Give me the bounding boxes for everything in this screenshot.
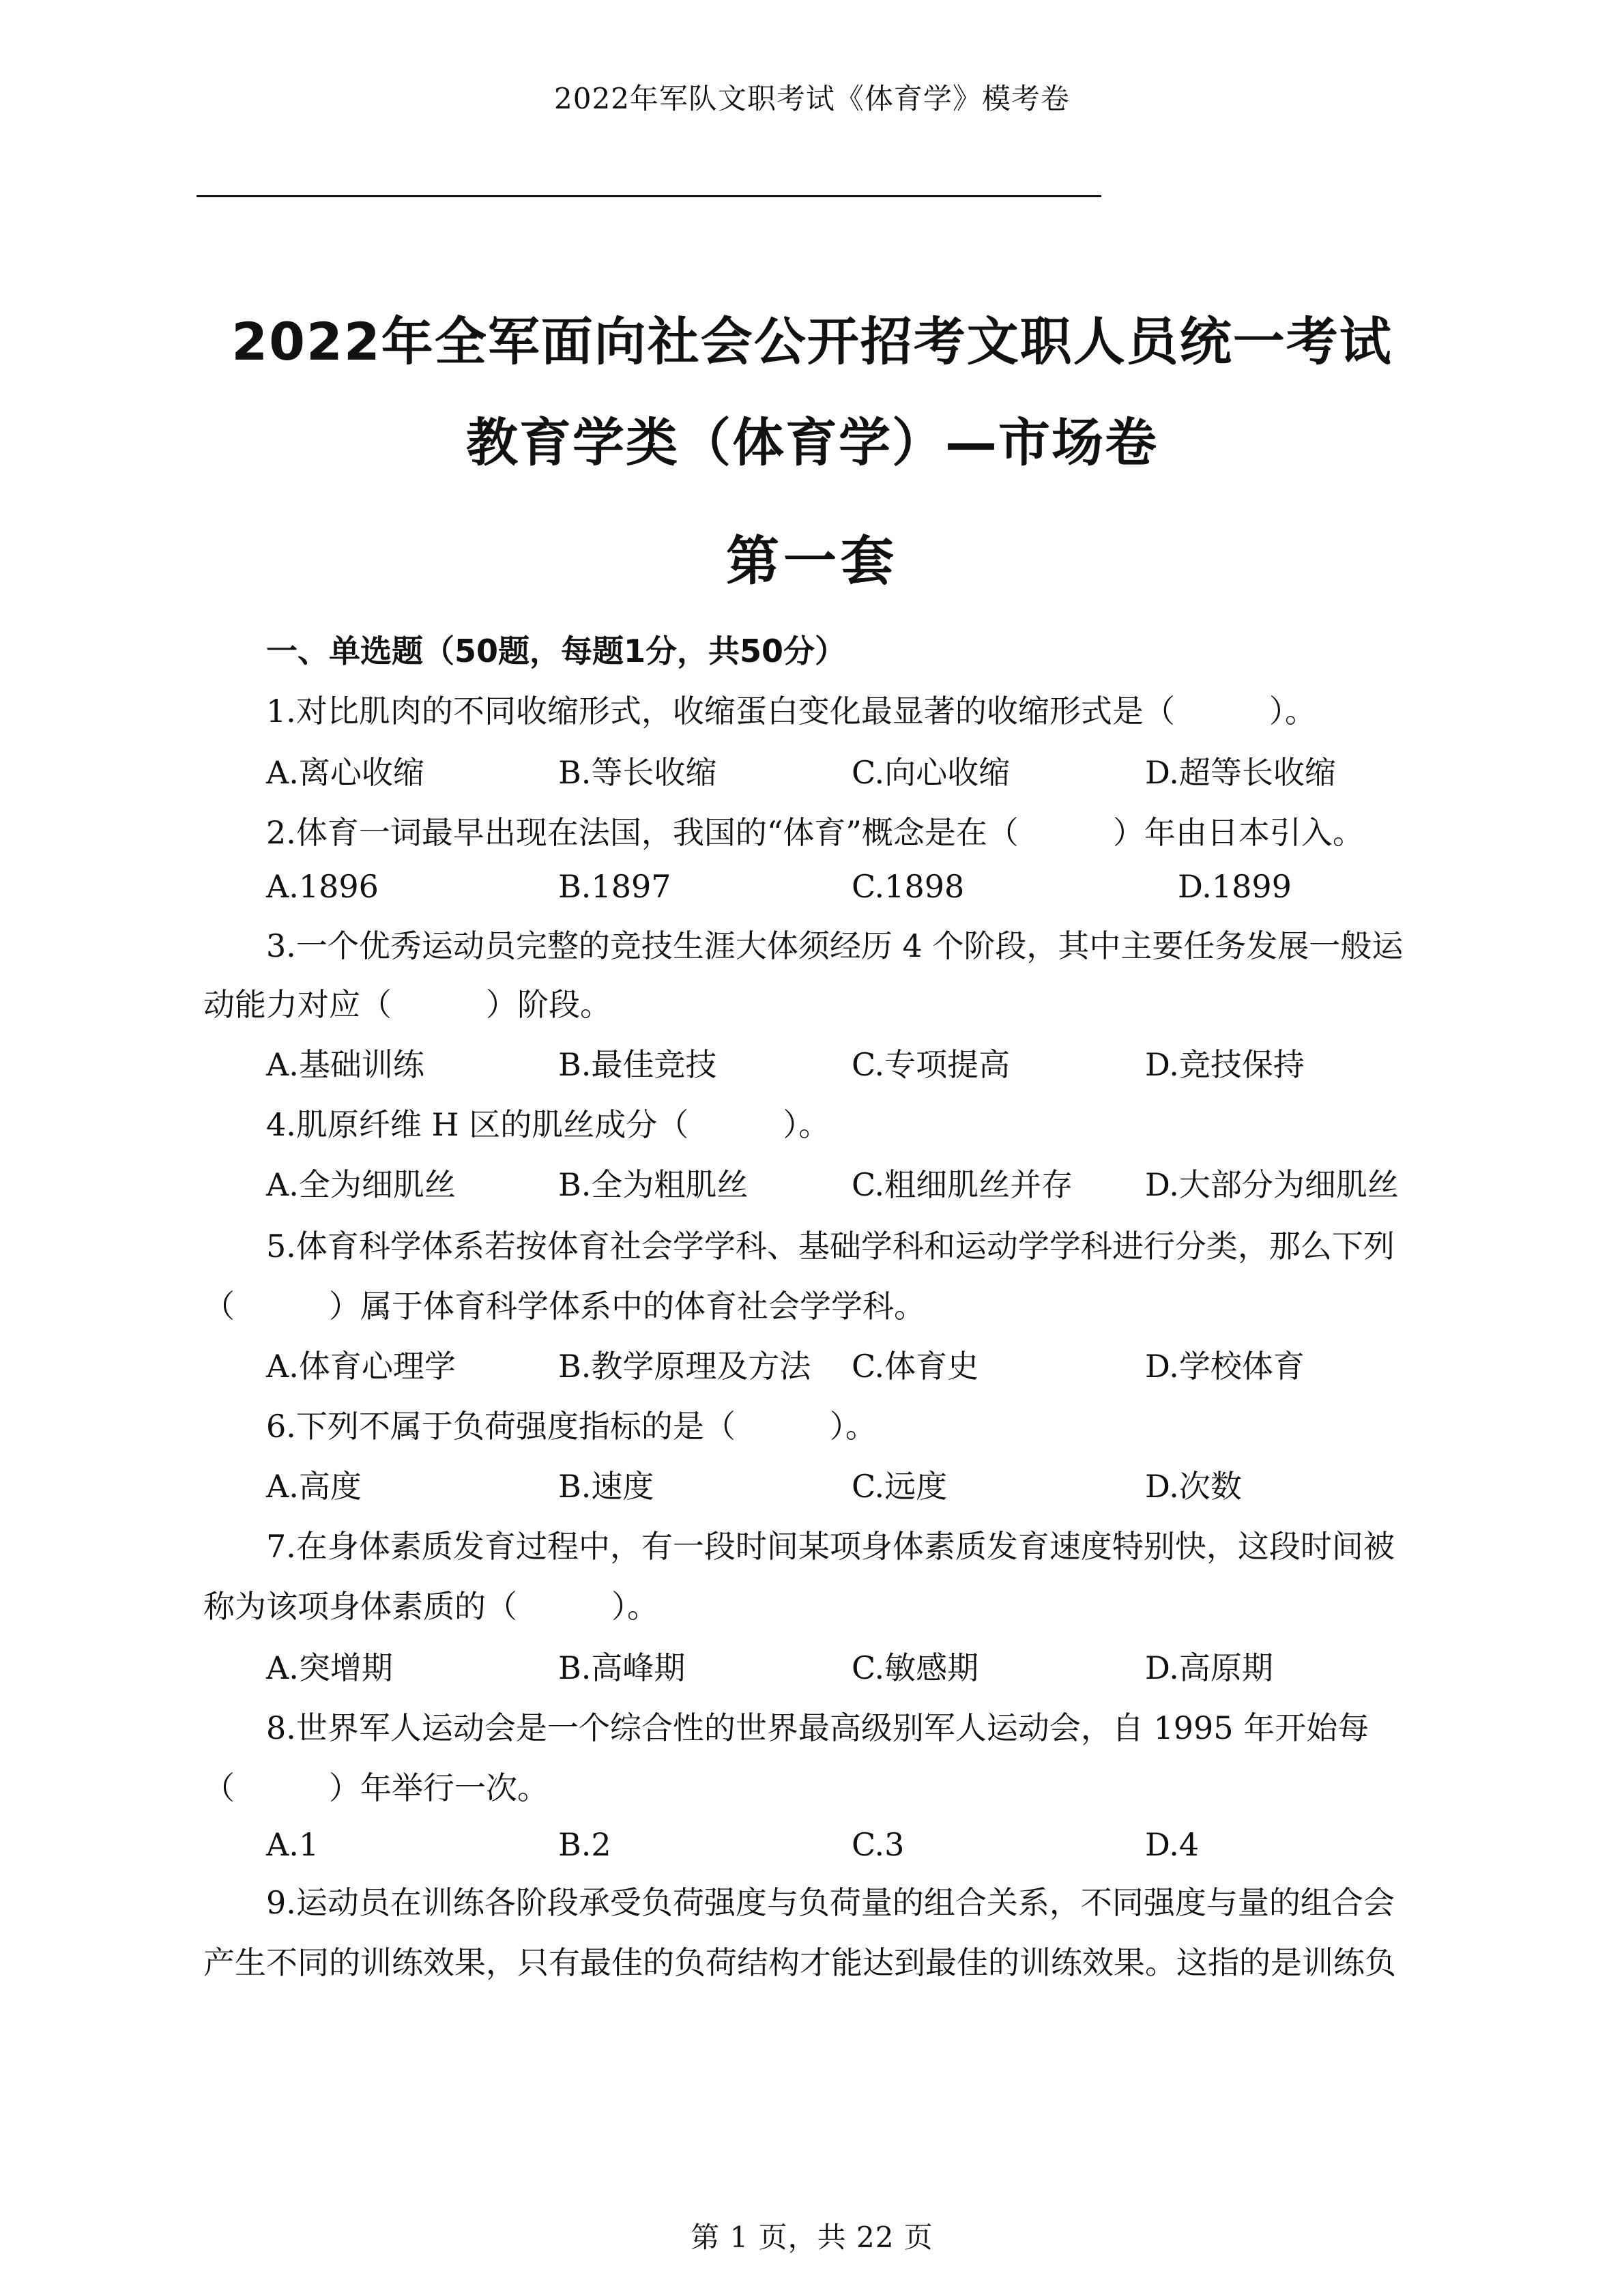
question-3-stem-line1: 3.一个优秀运动员完整的竞技生涯大体须经历 4 个阶段，其中主要任务发展一般运 (266, 927, 1404, 964)
question-3-option-d: D.竞技保持 (1145, 1046, 1305, 1083)
question-6-option-c: C.远度 (852, 1468, 948, 1505)
question-5-option-b: B.教学原理及方法 (558, 1348, 811, 1385)
question-1-option-c: C.向心收缩 (852, 754, 1011, 791)
question-9-stem-line2: 产生不同的训练效果，只有最佳的负荷结构才能达到最佳的训练效果。这指的是训练负 (203, 1944, 1396, 1981)
question-2-stem: 2.体育一词最早出现在法国，我国的“体育”概念是在（ ）年由日本引入。 (266, 814, 1364, 851)
question-1-option-a: A.离心收缩 (266, 754, 424, 791)
question-7-option-d: D.高原期 (1145, 1649, 1273, 1686)
question-3-option-b: B.最佳竞技 (558, 1046, 717, 1083)
question-7-option-c: C.敏感期 (852, 1649, 979, 1686)
question-4-option-c: C.粗细肌丝并存 (852, 1166, 1073, 1203)
question-8-stem-line2: （ ）年举行一次。 (203, 1770, 549, 1806)
question-9-stem-line1: 9.运动员在训练各阶段承受负荷强度与负荷量的组合关系，不同强度与量的组合会 (266, 1884, 1395, 1921)
question-5-stem-line1: 5.体育科学体系若按体育社会学学科、基础学科和运动学学科进行分类，那么下列 (266, 1228, 1395, 1265)
question-7-stem-line2: 称为该项身体素质的（ ）。 (203, 1588, 658, 1625)
question-1-option-b: B.等长收缩 (558, 754, 717, 791)
question-2-option-b: B.1897 (558, 868, 671, 905)
question-7-option-a: A.突增期 (266, 1649, 393, 1686)
question-8-option-b: B.2 (558, 1826, 611, 1863)
question-4-option-a: A.全为细肌丝 (266, 1166, 456, 1203)
question-2-option-c: C.1898 (852, 868, 965, 905)
question-4-option-d: D.大部分为细肌丝 (1145, 1166, 1399, 1203)
question-5-stem-line2: （ ）属于体育科学体系中的体育社会学学科。 (203, 1288, 925, 1325)
question-4-stem: 4.肌原纤维 H 区的肌丝成分（ ）。 (266, 1106, 830, 1143)
section-heading: 一、单选题（50题，每题1分，共50分） (266, 633, 847, 669)
question-5-option-c: C.体育史 (852, 1348, 979, 1385)
question-3-option-a: A.基础训练 (266, 1046, 424, 1083)
question-3-option-c: C.专项提高 (852, 1046, 1011, 1083)
question-1-stem: 1.对比肌肉的不同收缩形式，收缩蛋白变化最显著的收缩形式是（ ）。 (266, 693, 1316, 730)
question-8-option-c: C.3 (852, 1826, 905, 1863)
question-8-option-a: A.1 (266, 1826, 319, 1863)
question-2-option-a: A.1896 (266, 868, 379, 905)
question-3-stem-line2: 动能力对应（ ）阶段。 (203, 986, 611, 1023)
question-5-option-a: A.体育心理学 (266, 1348, 456, 1385)
page-footer: 第 1 页，共 22 页 (691, 2221, 933, 2254)
question-1-option-d: D.超等长收缩 (1145, 754, 1336, 791)
question-8-stem-line1: 8.世界军人运动会是一个综合性的世界最高级别军人运动会，自 1995 年开始每 (266, 1709, 1369, 1746)
question-5-option-d: D.学校体育 (1145, 1348, 1305, 1385)
question-6-option-d: D.次数 (1145, 1468, 1242, 1505)
exam-set-label: 第一套 (725, 531, 898, 592)
question-4-option-b: B.全为粗肌丝 (558, 1166, 749, 1203)
question-6-option-a: A.高度 (266, 1468, 362, 1505)
question-6-option-b: B.速度 (558, 1468, 654, 1505)
question-7-stem-line1: 7.在身体素质发育过程中，有一段时间某项身体素质发育速度特别快，这段时间被 (266, 1528, 1395, 1565)
question-8-option-d: D.4 (1145, 1826, 1200, 1863)
question-7-option-b: B.高峰期 (558, 1649, 686, 1686)
question-6-stem: 6.下列不属于负荷强度指标的是（ ）。 (266, 1408, 877, 1445)
question-2-option-d: D.1899 (1178, 868, 1292, 905)
header-rule (197, 195, 1101, 197)
exam-title-line2: 教育学类（体育学）—市场卷 (466, 412, 1158, 473)
running-header: 2022年军队文职考试《体育学》模考卷 (554, 82, 1070, 115)
exam-title-line1: 2022年全军面向社会公开招考文职人员统一考试 (231, 311, 1393, 372)
